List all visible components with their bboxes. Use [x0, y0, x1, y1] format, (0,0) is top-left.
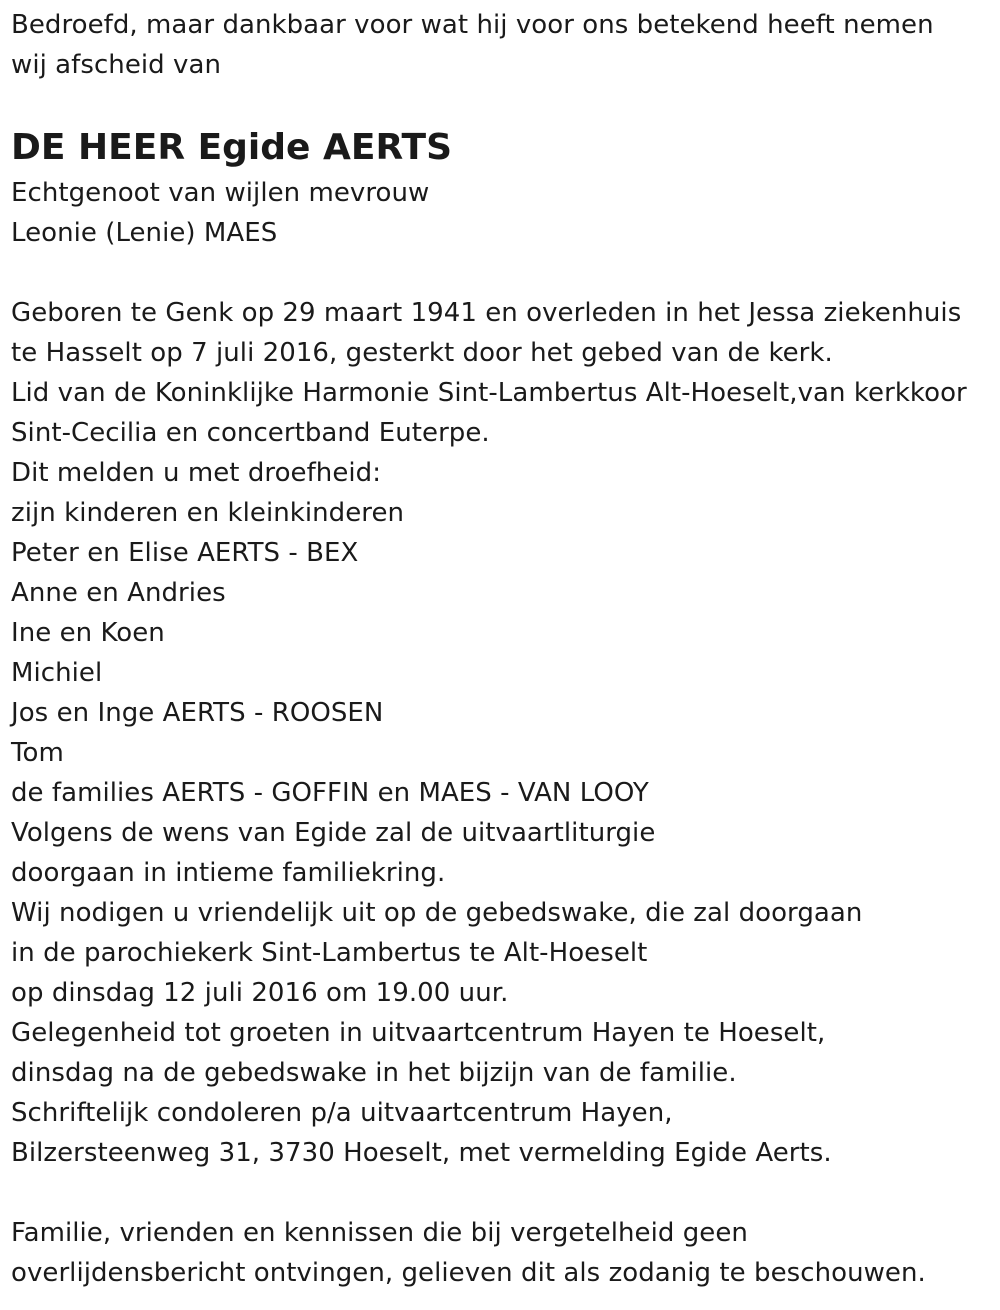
body-line: de families AERTS - GOFFIN en MAES - VAN LOOY	[11, 778, 649, 808]
body-line: Anne en Andries	[11, 578, 226, 608]
body-line: Dit melden u met droefheid:	[11, 458, 382, 488]
spacer	[11, 1173, 991, 1213]
body-line: Sint-Cecilia en concertband Euterpe.	[11, 418, 490, 448]
death-notice	[11, 5, 991, 1293]
body-line: Jos en Inge AERTS - ROOSEN	[11, 698, 384, 728]
body-line: Peter en Elise AERTS - BEX	[11, 538, 359, 568]
body-line: in de parochiekerk Sint-Lambertus te Alt-Hoeselt	[11, 938, 648, 968]
closing-text	[11, 1213, 991, 1293]
body-line: Schriftelijk condoleren p/a uitvaartcentrum Hayen,	[11, 1098, 673, 1128]
intro-line: Bedroefd, maar dankbaar voor wat hij voor ons betekend heeft nemen	[11, 10, 934, 40]
deceased-name-title: DE HEER Egide AERTS	[11, 127, 453, 168]
body-line: Lid van de Koninklijke Harmonie Sint-Lambertus Alt-Hoeselt,van kerkkoor	[11, 378, 967, 408]
body-line: zijn kinderen en kleinkinderen	[11, 498, 405, 528]
body-line: Geboren te Genk op 29 maart 1941 en overleden in het Jessa ziekenhuis	[11, 298, 962, 328]
notice-body	[11, 293, 991, 1173]
spouse-text	[11, 173, 991, 253]
body-line: dinsdag na de gebedswake in het bijzijn van de familie.	[11, 1058, 737, 1088]
spacer	[11, 253, 991, 293]
body-line: Michiel	[11, 658, 103, 688]
intro-text	[11, 5, 991, 85]
body-line: op dinsdag 12 juli 2016 om 19.00 uur.	[11, 978, 509, 1008]
body-line: Wij nodigen u vriendelijk uit op de gebedswake, die zal doorgaan	[11, 898, 863, 928]
body-line: doorgaan in intieme familiekring.	[11, 858, 446, 888]
body-line: Tom	[11, 738, 64, 768]
closing-line: overlijdensbericht ontvingen, gelieven dit als zodanig te beschouwen.	[11, 1258, 926, 1288]
intro-line: wij afscheid van	[11, 50, 221, 80]
spouse-line: Leonie (Lenie) MAES	[11, 218, 278, 248]
body-line: te Hasselt op 7 juli 2016, gesterkt door het gebed van de kerk.	[11, 338, 833, 368]
body-line: Bilzersteenweg 31, 3730 Hoeselt, met vermelding Egide Aerts.	[11, 1138, 832, 1168]
closing-line: Familie, vrienden en kennissen die bij vergetelheid geen	[11, 1218, 748, 1248]
body-line: Volgens de wens van Egide zal de uitvaartliturgie	[11, 818, 656, 848]
spouse-line: Echtgenoot van wijlen mevrouw	[11, 178, 430, 208]
body-line: Ine en Koen	[11, 618, 165, 648]
body-line: Gelegenheid tot groeten in uitvaartcentrum Hayen te Hoeselt,	[11, 1018, 826, 1048]
